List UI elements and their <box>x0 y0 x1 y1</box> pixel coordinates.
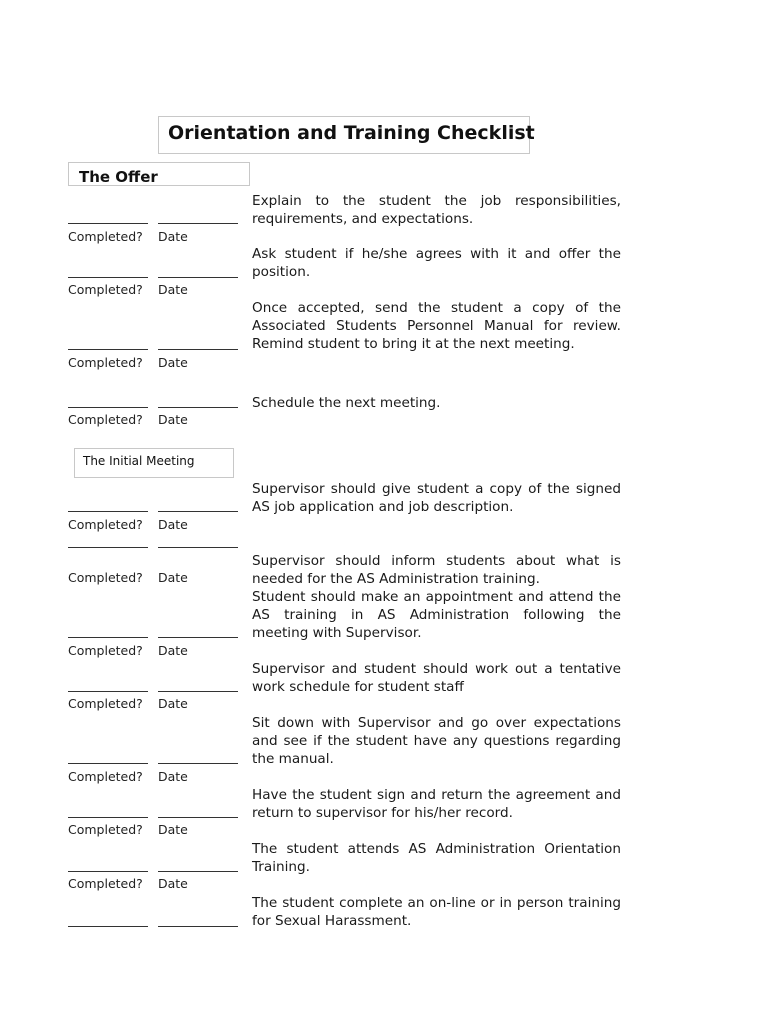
checklist-item-text: Supervisor and student should work out a tentative work schedule for student staff <box>252 661 621 695</box>
checklist-item-text: Have the student sign and return the agreement and return to supervisor for his/her record. <box>252 787 621 821</box>
checklist-item-text: Supervisor should give student a copy of the signed AS job application and job description. <box>252 481 621 515</box>
date-label: Date <box>158 769 188 784</box>
checklist-item-text: Sit down with Supervisor and go over expectations and see if the student have any questions regarding the manual. <box>252 715 621 767</box>
date-label: Date <box>158 282 188 297</box>
date-blank[interactable] <box>158 349 238 350</box>
checklist-item-text: Student should make an appointment and attend the AS training in AS Administration following the meeting with Supervisor. <box>252 589 621 641</box>
completed-label: Completed? <box>68 355 143 370</box>
date-blank[interactable] <box>158 637 238 638</box>
completed-blank[interactable] <box>68 547 148 548</box>
completed-blank[interactable] <box>68 407 148 408</box>
completed-blank[interactable] <box>68 763 148 764</box>
date-label: Date <box>158 643 188 658</box>
completed-label: Completed? <box>68 822 143 837</box>
date-label: Date <box>158 517 188 532</box>
date-label: Date <box>158 412 188 427</box>
completed-blank[interactable] <box>68 817 148 818</box>
checklist-item-text: Supervisor should inform students about what is needed for the AS Administration training. <box>252 553 621 587</box>
completed-label: Completed? <box>68 412 143 427</box>
completed-blank[interactable] <box>68 349 148 350</box>
date-blank[interactable] <box>158 691 238 692</box>
completed-blank[interactable] <box>68 871 148 872</box>
completed-label: Completed? <box>68 643 143 658</box>
date-label: Date <box>158 876 188 891</box>
date-blank[interactable] <box>158 926 238 927</box>
completed-label: Completed? <box>68 696 143 711</box>
completed-label: Completed? <box>68 517 143 532</box>
checklist-item-text: Explain to the student the job responsibilities, requirements, and expectations. <box>252 193 621 227</box>
checklist-item-text: Once accepted, send the student a copy of the Associated Students Personnel Manual for review. Remind student to bring it at the next meeting. <box>252 300 621 352</box>
completed-label: Completed? <box>68 876 143 891</box>
completed-label: Completed? <box>68 769 143 784</box>
date-blank[interactable] <box>158 817 238 818</box>
date-blank[interactable] <box>158 277 238 278</box>
date-blank[interactable] <box>158 511 238 512</box>
completed-label: Completed? <box>68 282 143 297</box>
completed-blank[interactable] <box>68 277 148 278</box>
checklist-item-text: The student complete an on-line or in person training for Sexual Harassment. <box>252 895 621 929</box>
checklist-item-text: Ask student if he/she agrees with it and offer the position. <box>252 246 621 280</box>
date-label: Date <box>158 570 188 585</box>
completed-blank[interactable] <box>68 223 148 224</box>
date-blank[interactable] <box>158 407 238 408</box>
date-label: Date <box>158 822 188 837</box>
completed-label: Completed? <box>68 570 143 585</box>
date-label: Date <box>158 355 188 370</box>
completed-label: Completed? <box>68 229 143 244</box>
date-blank[interactable] <box>158 871 238 872</box>
date-label: Date <box>158 696 188 711</box>
completed-blank[interactable] <box>68 511 148 512</box>
section-heading-offer: The Offer <box>79 168 158 186</box>
date-blank[interactable] <box>158 223 238 224</box>
completed-blank[interactable] <box>68 637 148 638</box>
date-blank[interactable] <box>158 547 238 548</box>
date-blank[interactable] <box>158 763 238 764</box>
completed-blank[interactable] <box>68 691 148 692</box>
completed-blank[interactable] <box>68 926 148 927</box>
checklist-item-text: The student attends AS Administration Orientation Training. <box>252 841 621 875</box>
date-label: Date <box>158 229 188 244</box>
checklist-item-text: Schedule the next meeting. <box>252 395 441 411</box>
section-heading-initial-meeting: The Initial Meeting <box>83 454 195 468</box>
page-title: Orientation and Training Checklist <box>168 122 535 144</box>
